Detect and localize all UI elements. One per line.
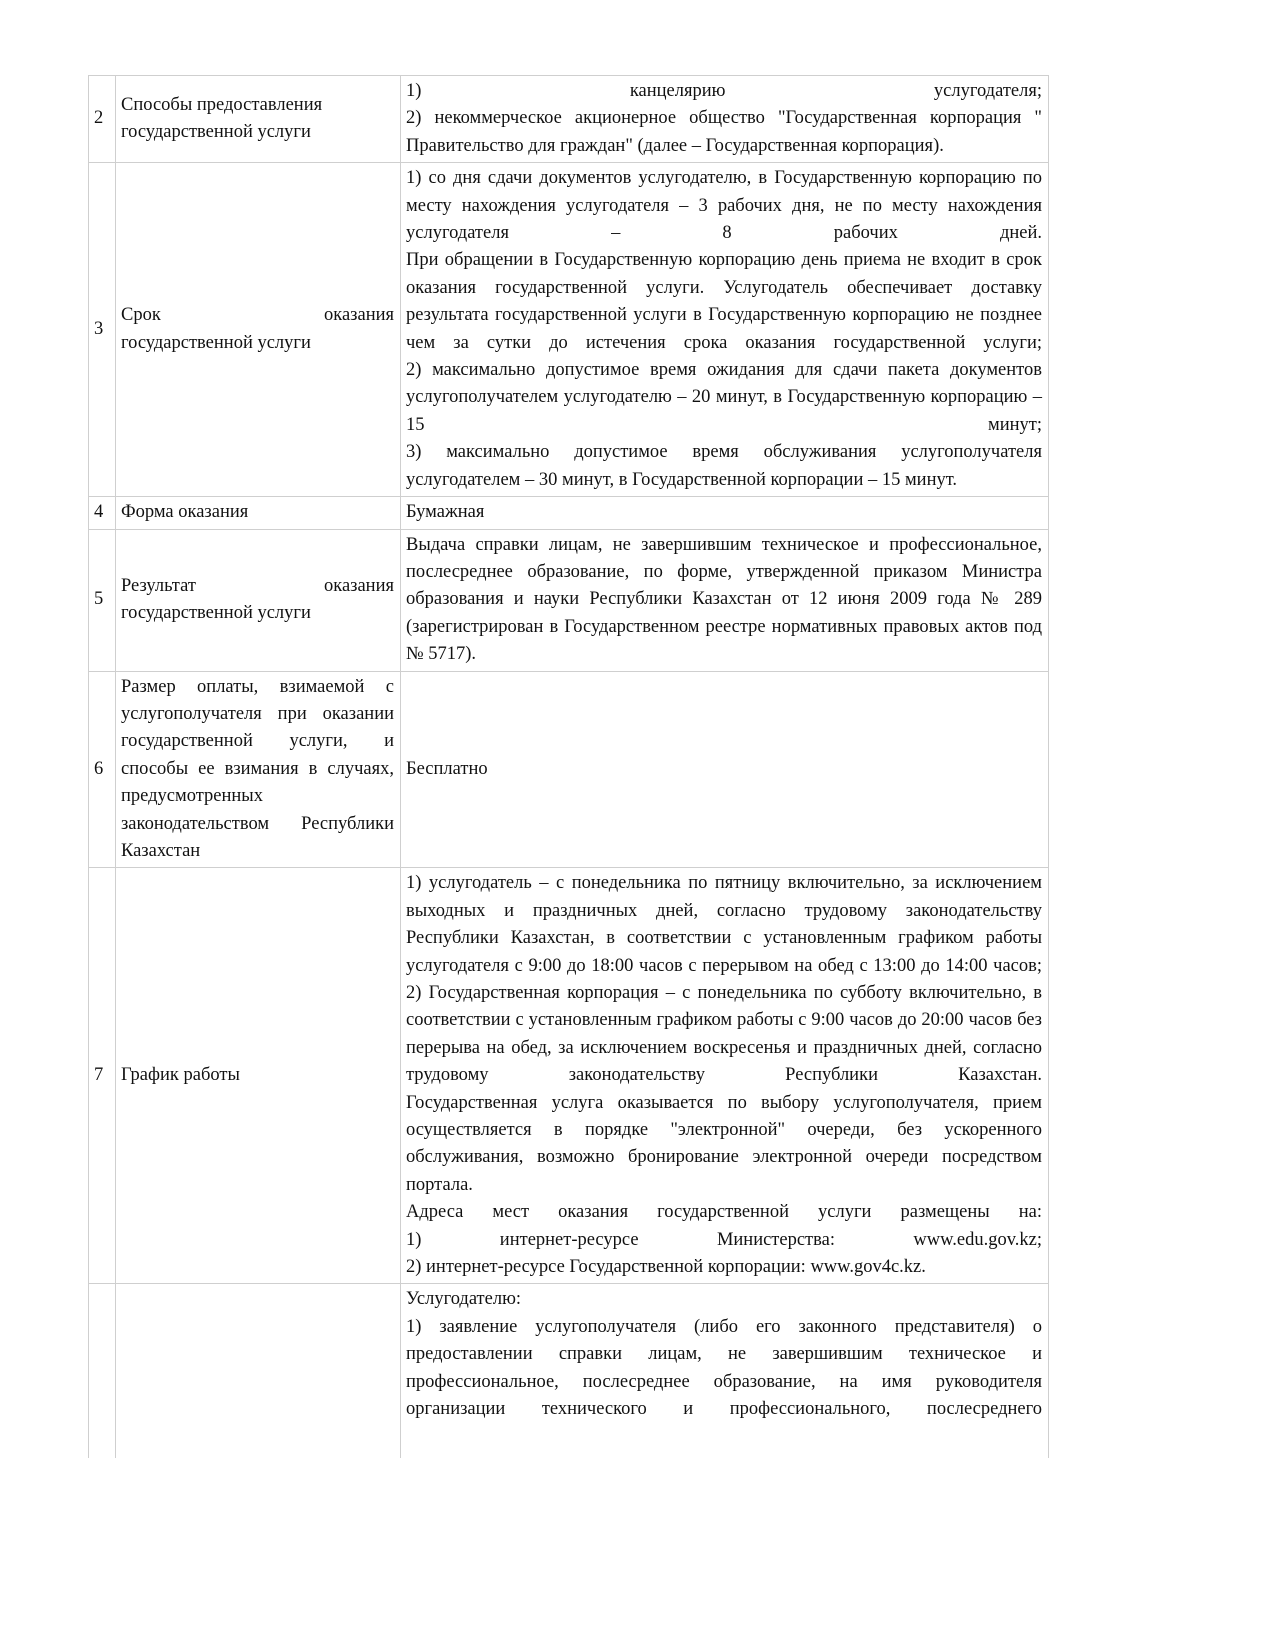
value-paragraph: 2) некоммерческое акционерное общество "Государственная корпорация " Правительство для граждан" (далее – Государственная корпорация).: [406, 108, 1042, 156]
row-label: [116, 671, 401, 868]
value-paragraph: Государственная услуга оказывается по выбору услугополучателя, прием осуществляется в порядке "электронной" очереди, без ускоренного обслуживания, возможно бронирование электронной очереди посредством портала.: [406, 1092, 1042, 1195]
services-table: [88, 75, 1049, 1458]
label-line: Срок оказания: [121, 305, 394, 326]
value-paragraph: 1) со дня сдачи документов услугодателю, в Государственную корпорацию по месту нахождения услугодателя – 3 рабочих дня, не по месту нахождения услугодателя – 8 рабочих дней.: [406, 168, 1042, 244]
row-value: [401, 163, 1049, 497]
value-paragraph: Услугодателю:: [406, 1289, 522, 1310]
row-number: 4: [89, 497, 116, 529]
row-value: [401, 868, 1049, 1284]
label-line: Результат оказания: [121, 575, 394, 596]
row-number: 2: [89, 76, 116, 163]
row-value: [401, 529, 1049, 671]
table-row-7: [89, 868, 1049, 1284]
value-paragraph: 1) услугодатель – с понедельника по пятницу включительно, за исключением выходных и праздничных дней, согласно трудовому законодательству Республики Казахстан, в соответствии с установленным графиком работы услугодателя с 9:00 до 18:00 часов с перерывом на обед с 13:00 до 14:00 часов;: [406, 873, 1042, 976]
label-line: Форма оказания: [121, 502, 249, 523]
row-number: 5: [89, 529, 116, 671]
row-number: [89, 1284, 116, 1459]
value-paragraph: Адреса мест оказания государственной услуги размещены на:: [406, 1202, 1042, 1223]
row-number: 6: [89, 671, 116, 868]
row-label: [116, 529, 401, 671]
label-line: государственной услуги: [121, 332, 311, 353]
row-value: [401, 497, 1049, 529]
row-value: [401, 1284, 1049, 1459]
label-line: государственной услуги: [121, 603, 311, 624]
label-line: государственной услуги: [121, 122, 311, 143]
value-paragraph: 1) канцелярию услугодателя;: [406, 81, 1042, 101]
value-paragraph: Бесплатно: [406, 758, 488, 779]
row-label: [116, 1284, 401, 1459]
label-line: Размер оплаты, взимаемой с услугополучателя при оказании государственной услуги, и способы ее взимания в случаях, предусмотренных законодательством Республики Казахстан: [121, 676, 394, 861]
row-label: [116, 76, 401, 163]
value-paragraph: Бумажная: [406, 502, 485, 523]
value-paragraph: 2) максимально допустимое время ожидания для сдачи пакета документов услугополучателем услугодателю – 20 минут, в Государственную корпорацию – 15 минут;: [406, 360, 1042, 435]
row-label: [116, 163, 401, 497]
row-value: [401, 671, 1049, 868]
value-paragraph: Выдача справки лицам, не завершившим техническое и профессиональное, послесреднее образование, по форме, утвержденной приказом Министра образования и науки Республики Казахстан от 12 июня 2009 года № 289 (зарегистрирован в Государственном реестре нормативных правовых актов под № 5717).: [406, 534, 1042, 665]
row-number: 3: [89, 163, 116, 497]
table-row-3: [89, 163, 1049, 497]
table-row-4: [89, 497, 1049, 529]
value-paragraph: При обращении в Государственную корпорацию день приема не входит в срок оказания государственной услуги. Услугодатель обеспечивает доставку результата государственной услуги в Государственную корпорацию не позднее чем за сутки до истечения срока оказания государственной услуги;: [406, 250, 1042, 353]
value-paragraph: 2) Государственная корпорация – с понедельника по субботу включительно, в соответствии с установленным графиком работы с 9:00 часов до 20:00 часов без перерыва на обед, за исключением воскресенья и праздничных дней, согласно трудовому законодательству Республики Казахстан.: [406, 983, 1042, 1086]
row-label: [116, 497, 401, 529]
row-label: [116, 868, 401, 1284]
value-paragraph: 1) интернет-ресурсе Министерства: www.edu.gov.kz;: [406, 1229, 1042, 1250]
table-row-6: [89, 671, 1049, 868]
value-paragraph: 1) заявление услугополучателя (либо его законного представителя) о предоставлении справки лицам, не завершившим техническое и профессиональное, послесреднее образование, на имя руководителя организации технического и профессионального, послесреднего: [406, 1316, 1042, 1420]
row-value: [401, 76, 1049, 163]
value-paragraph: 2) интернет-ресурсе Государственной корпорации: www.gov4c.kz.: [406, 1257, 926, 1278]
label-line: График работы: [121, 1065, 240, 1086]
table-row-5: [89, 529, 1049, 671]
table-row-8: [89, 1284, 1049, 1459]
label-line: Способы предоставления: [121, 94, 323, 115]
row-number: 7: [89, 868, 116, 1284]
table-row-2: [89, 76, 1049, 163]
value-paragraph: 3) максимально допустимое время обслуживания услугополучателя услугодателем – 30 минут, в Государственной корпорации – 15 минут.: [406, 442, 1042, 490]
